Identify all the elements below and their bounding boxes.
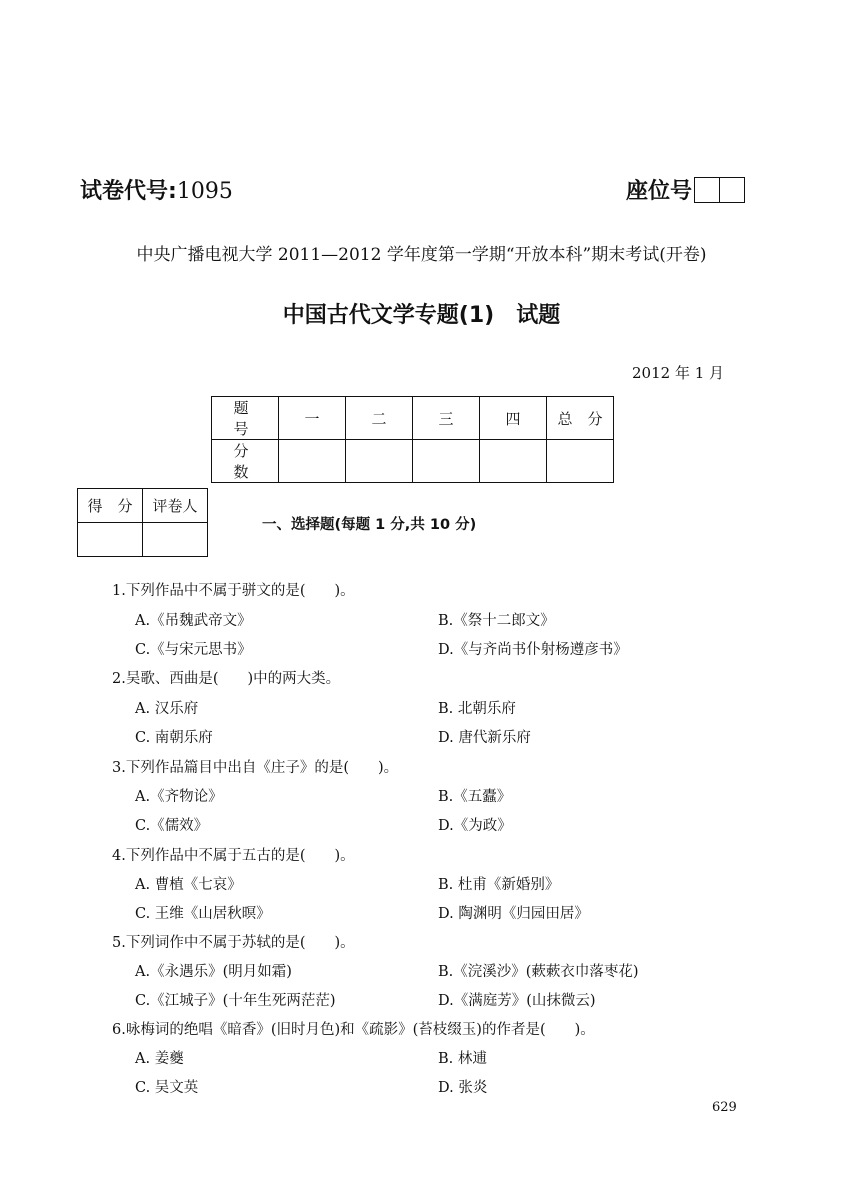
paper-code [80,174,233,205]
question-stem: 6.咏梅词的绝唱《暗香》(旧时月色)和《疏影》(苔枝缀玉)的作者是( )。 [112,1022,595,1038]
paper-code-label: 试卷代号 [80,179,169,204]
score-cell[interactable] [480,440,547,483]
question-stem: 1.下列作品中不属于骈文的是( )。 [112,583,355,599]
question-option: D.《满庭芳》(山抹微云) [438,993,596,1009]
section-title: 一、选择题(每题 1 分,共 10 分) [262,517,477,533]
question-option: C.《儒效》 [135,818,209,834]
score-header-cell: 一 [279,397,346,440]
score-table [211,396,614,483]
score-table-header-row [212,397,614,440]
question-option: B. 北朝乐府 [438,701,516,717]
score-cell[interactable] [413,440,480,483]
score-cell[interactable] [547,440,614,483]
question-option: C. 吴文英 [135,1080,199,1096]
question-option: B.《五蠹》 [438,789,512,805]
score-header-cell: 四 [480,397,547,440]
question-option: D. 张炎 [438,1080,488,1096]
exam-date: 2012 年 1 月 [632,364,725,382]
question-option: A.《永遇乐》(明月如霜) [135,964,292,980]
question-option: A. 曹植《七哀》 [135,877,242,893]
seat-box[interactable] [719,178,744,202]
question-option: A. 姜夔 [135,1051,184,1067]
question-option: D. 唐代新乐府 [438,730,531,746]
question-option: C. 南朝乐府 [135,730,213,746]
page-title: 中国古代文学专题(1) 试题 [282,303,561,328]
question-option: C.《江城子》(十年生死两茫茫) [135,993,336,1009]
question-option: C. 王维《山居秋暝》 [135,906,271,922]
question-option: B.《浣溪沙》(蔌蔌衣巾落枣花) [438,964,639,980]
question-stem: 3.下列作品篇目中出自《庄子》的是( )。 [112,760,399,776]
seat-box[interactable] [695,178,719,202]
question-stem: 4.下列作品中不属于五古的是( )。 [112,848,355,864]
question-option: B. 杜甫《新婚别》 [438,877,560,893]
score-cell[interactable] [279,440,346,483]
score-cell[interactable] [346,440,413,483]
score-header-cell: 总 分 [547,397,614,440]
score-header-cell: 题 号 [212,397,279,440]
question-option: D. 陶渊明《归园田居》 [438,906,589,922]
question-option: D.《与齐尚书仆射杨遵彦书》 [438,642,628,658]
seat-number [626,174,745,205]
score-row-label: 分 数 [212,440,279,483]
exam-line: 中央广播电视大学 2011—2012 学年度第一学期“开放本科”期末考试(开卷) [136,245,707,265]
seat-number-boxes[interactable] [694,177,745,203]
paper-code-colon: : [168,179,177,204]
question-option: D.《为政》 [438,818,512,834]
grader-score-label: 得 分 [78,489,143,523]
score-header-cell: 二 [346,397,413,440]
question-stem: 2.吴歌、西曲是( )中的两大类。 [112,671,341,687]
question-option: A.《吊魏武帝文》 [135,613,252,629]
question-stem: 5.下列词作中不属于苏轼的是( )。 [112,935,355,951]
question-option: C.《与宋元思书》 [135,642,252,658]
grader-table [77,488,208,557]
page-number: 629 [712,1100,737,1115]
question-option: A. 汉乐府 [135,701,199,717]
question-option: B.《祭十二郎文》 [438,613,555,629]
grader-name-cell[interactable] [143,523,208,557]
score-header-cell: 三 [413,397,480,440]
grader-name-label: 评卷人 [143,489,208,523]
question-option: A.《齐物论》 [135,789,223,805]
grader-score-cell[interactable] [78,523,143,557]
score-table-score-row [212,440,614,483]
seat-number-label: 座位号 [626,179,693,204]
question-option: B. 林逋 [438,1051,487,1067]
paper-code-value: 1095 [176,179,233,204]
